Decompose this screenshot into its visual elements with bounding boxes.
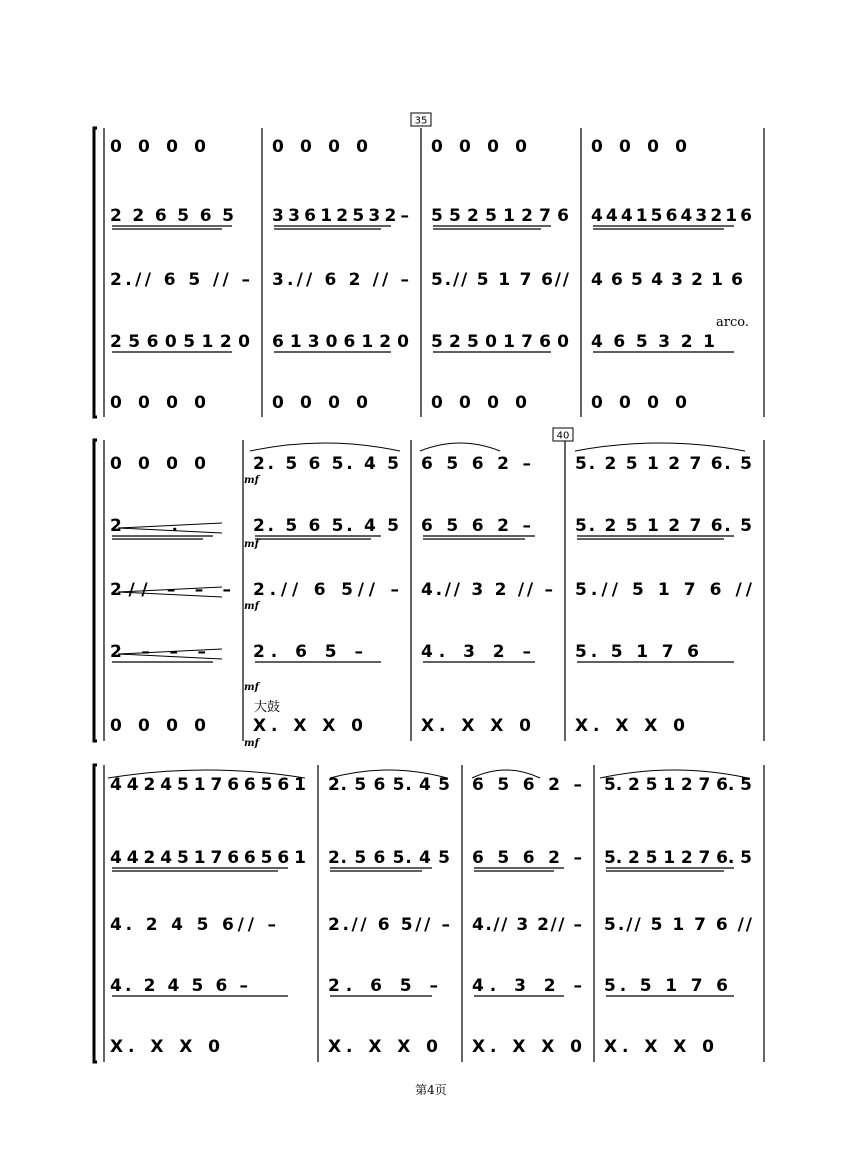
measure-notes: 4 4 2 4 5 1 7 6 6 5 6 1 (110, 775, 306, 795)
measure-notes: 0 0 0 0 (591, 137, 687, 157)
measure-notes: 2 – – – (110, 642, 206, 662)
rehearsal-mark: 35 (414, 115, 428, 127)
measure-notes: 4. 3 2 – (472, 976, 582, 996)
measure-notes: 5. 2 5 1 2 7 6. 5 (575, 454, 752, 474)
measure-notes: 2. 5 6 5. 4 5 (328, 775, 450, 795)
measure-notes: 5.// 5 1 7 6// (431, 270, 569, 290)
arco-marking: arco. (716, 315, 749, 330)
measure-notes: 5. 5 1 7 6 (604, 976, 728, 996)
system-bracket (94, 440, 97, 741)
measure-notes: 5 2 5 0 1 7 6 0 (431, 332, 569, 352)
measure-notes: 6 1 3 0 6 1 2 0 (272, 332, 409, 352)
measure-notes: 4 6 5 3 2 1 (591, 332, 715, 352)
measure-notes: 6 5 6 2 – (421, 516, 531, 536)
measure-notes: 2.// 6 5// – (328, 915, 450, 935)
measure-notes: 2 5 6 0 5 1 2 0 (110, 332, 250, 352)
systems (94, 128, 764, 1062)
system-3 (94, 765, 764, 1062)
page-number: 第4页 (415, 1083, 447, 1097)
measure-notes: X. X X 0 (604, 1037, 714, 1057)
measure-notes: 2 2 6 5 6 5 (110, 206, 234, 226)
measure-notes: 0 0 0 0 (110, 137, 206, 157)
measure-notes: 5.// 5 1 7 6 // (575, 580, 752, 600)
measure-notes: 6 5 6 2 – (472, 848, 582, 868)
drum-label: 大鼓 (254, 700, 281, 715)
measure-notes: 4 4 4 1 5 6 4 3 2 1 6 (591, 206, 752, 226)
system-bracket (94, 765, 97, 1062)
measure-notes: 0 0 0 0 (110, 454, 206, 474)
measure-notes: 2.// 6 5 // – (110, 270, 250, 290)
system-2 (94, 440, 764, 741)
measure-notes: 5. 2 5 1 2 7 6. 5 (604, 848, 752, 868)
dynamic-mark: mf (244, 539, 259, 550)
system-1 (94, 128, 764, 417)
dynamic-mark: mf (244, 601, 259, 612)
measure-notes: 6 5 6 2 – (421, 454, 531, 474)
measure-notes: X. X X 0 (472, 1037, 582, 1057)
measure-notes: 4.// 3 2 // – (421, 580, 553, 600)
measure-notes: 3.// 6 2 // – (272, 270, 409, 290)
measure-notes: 6 5 6 2 – (472, 775, 582, 795)
measure-notes: 4. 3 2 – (421, 642, 531, 662)
measure-notes: 0 0 0 0 (431, 137, 527, 157)
measure-notes: 0 0 0 0 (272, 393, 368, 413)
measure-notes: X. X X 0 (253, 716, 363, 736)
dynamic-mark: mf (244, 682, 259, 693)
slur (250, 443, 400, 451)
measure-notes: 4 6 5 4 3 2 1 6 (591, 270, 743, 290)
measure-notes: 2// – – – (110, 580, 231, 600)
measure-notes: 0 0 0 0 (272, 137, 368, 157)
measure-notes: X. X X 0 (328, 1037, 438, 1057)
slur (420, 443, 500, 451)
measure-notes: 4.// 3 2// – (472, 915, 582, 935)
measure-notes: 2. 5 6 5. 4 5 (253, 516, 399, 536)
measure-notes: 5. 2 5 1 2 7 6. 5 (604, 775, 752, 795)
measure-notes: 2. 6 5 – (328, 976, 438, 996)
measure-notes: 2. 5 6 5. 4 5 (253, 454, 399, 474)
measure-notes: 0 0 0 0 (431, 393, 527, 413)
rehearsal-mark: 40 (556, 430, 570, 442)
measure-notes: 2.// 6 5// – (253, 580, 399, 600)
measure-notes: 0 0 0 0 (110, 716, 206, 736)
measure-notes: X. X X 0 (421, 716, 531, 736)
measure-notes: X. X X 0 (110, 1037, 220, 1057)
dynamic-mark: mf (244, 475, 259, 486)
measure-notes: 0 0 0 0 (591, 393, 687, 413)
measure-notes: 4 4 2 4 5 1 7 6 6 5 6 1 (110, 848, 306, 868)
measure-notes: 2. 6 5 – (253, 642, 363, 662)
measure-notes: 5. 5 1 7 6 (575, 642, 699, 662)
measure-notes: 3 3 6 1 2 5 3 2 – (272, 206, 409, 226)
dynamic-mark: mf (244, 738, 259, 749)
measure-notes: 2. (110, 516, 178, 536)
measure-notes: X. X X 0 (575, 716, 685, 736)
system-bracket (94, 128, 97, 417)
measure-notes: 0 0 0 0 (110, 393, 206, 413)
measure-notes: 5 5 2 5 1 2 7 6 (431, 206, 569, 226)
measure-notes: 5. 2 5 1 2 7 6. 5 (575, 516, 752, 536)
expression-marks (108, 315, 749, 778)
hairpin (118, 523, 222, 533)
measure-notes: 4. 2 4 5 6// – (110, 915, 276, 935)
slur (575, 443, 745, 451)
measure-notes: 4. 2 4 5 6 – (110, 976, 248, 996)
measure-notes: 2. 5 6 5. 4 5 (328, 848, 450, 868)
measure-notes: 5.// 5 1 7 6 // (604, 915, 752, 935)
